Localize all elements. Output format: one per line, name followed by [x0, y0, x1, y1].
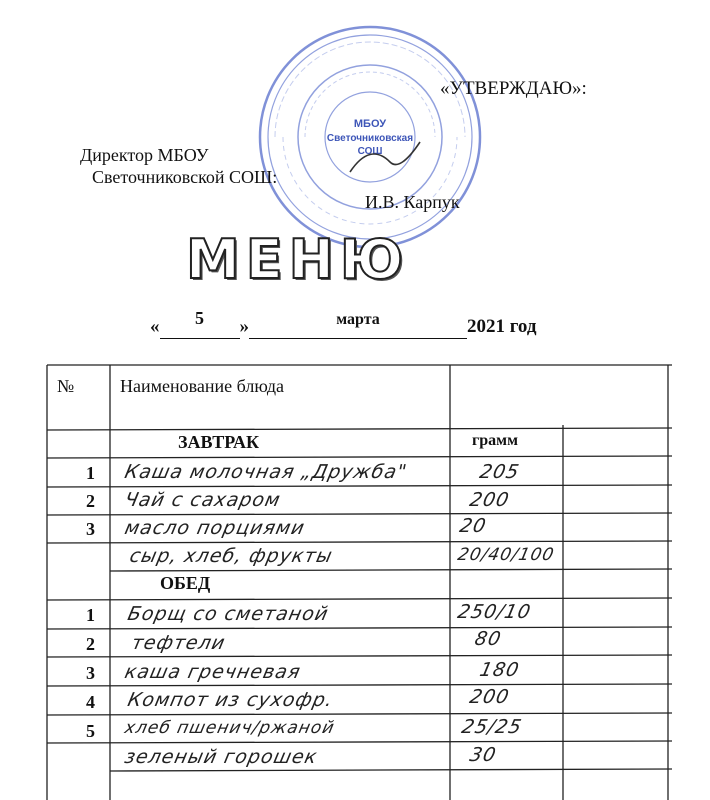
- date-open-quote: «: [150, 316, 160, 337]
- breakfast-row-dish: Каша молочная „Дружба": [122, 461, 410, 483]
- stamp-center-line3: СОШ: [357, 146, 383, 157]
- director-title: Директор МБОУ: [80, 145, 209, 165]
- column-dish-header: Наименование блюда: [120, 376, 285, 396]
- lunch-row-number: 5: [86, 721, 95, 741]
- date-close-quote: »: [239, 316, 249, 337]
- lunch-row-dish: Борщ со сметаной: [125, 603, 331, 625]
- gram-column-label: грамм: [472, 432, 518, 449]
- date-year: 2021 год: [467, 316, 537, 337]
- breakfast-row-number: 1: [86, 463, 95, 483]
- lunch-row-grams: 180: [477, 659, 522, 681]
- breakfast-row-grams: 20: [457, 515, 489, 537]
- date-month: марта: [336, 311, 380, 328]
- lunch-row-number: 3: [86, 663, 95, 683]
- stamp-center-line1: МБОУ: [353, 118, 387, 130]
- lunch-row-dish: каша гречневая: [122, 661, 303, 683]
- lunch-row-dish: зеленый горошек: [122, 746, 320, 768]
- lunch-row-grams: 80: [472, 628, 504, 650]
- lunch-row-dish: хлеб пшенич/ржаной: [122, 718, 337, 738]
- school-name: Светочниковской СОШ:: [92, 167, 278, 187]
- breakfast-row-dish: Чай с сахаром: [122, 489, 283, 511]
- lunch-row-number: 1: [86, 605, 95, 625]
- breakfast-row-dish: сыр, хлеб, фрукты: [127, 545, 335, 567]
- lunch-row-grams: 25/25: [459, 716, 525, 738]
- menu-title: МЕНЮ: [186, 228, 410, 291]
- stamp-center-line2: Светочниковская: [326, 133, 414, 144]
- lunch-row-dish: тефтели: [129, 632, 228, 654]
- lunch-row-grams: 200: [467, 686, 512, 708]
- director-name: И.В. Карпук: [365, 192, 460, 212]
- lunch-row-grams: 30: [467, 744, 499, 766]
- breakfast-row-grams: 205: [477, 461, 522, 483]
- approval-heading: «УТВЕРЖДАЮ»:: [440, 78, 587, 99]
- lunch-row-grams: 250/10: [455, 601, 534, 623]
- date-day: 5: [195, 308, 204, 328]
- breakfast-row-grams: 20/40/100: [455, 545, 557, 565]
- lunch-section-title: ОБЕД: [160, 573, 211, 593]
- breakfast-row-number: 3: [86, 519, 95, 539]
- breakfast-section-title: ЗАВТРАК: [178, 432, 260, 452]
- lunch-row-number: 4: [86, 692, 95, 712]
- breakfast-row-dish: масло порциями: [122, 517, 308, 539]
- breakfast-row-grams: 200: [467, 489, 512, 511]
- column-number-header: №: [57, 376, 75, 396]
- lunch-row-dish: Компот из сухофр.: [125, 689, 336, 711]
- lunch-row-number: 2: [86, 634, 95, 654]
- breakfast-row-number: 2: [86, 491, 95, 511]
